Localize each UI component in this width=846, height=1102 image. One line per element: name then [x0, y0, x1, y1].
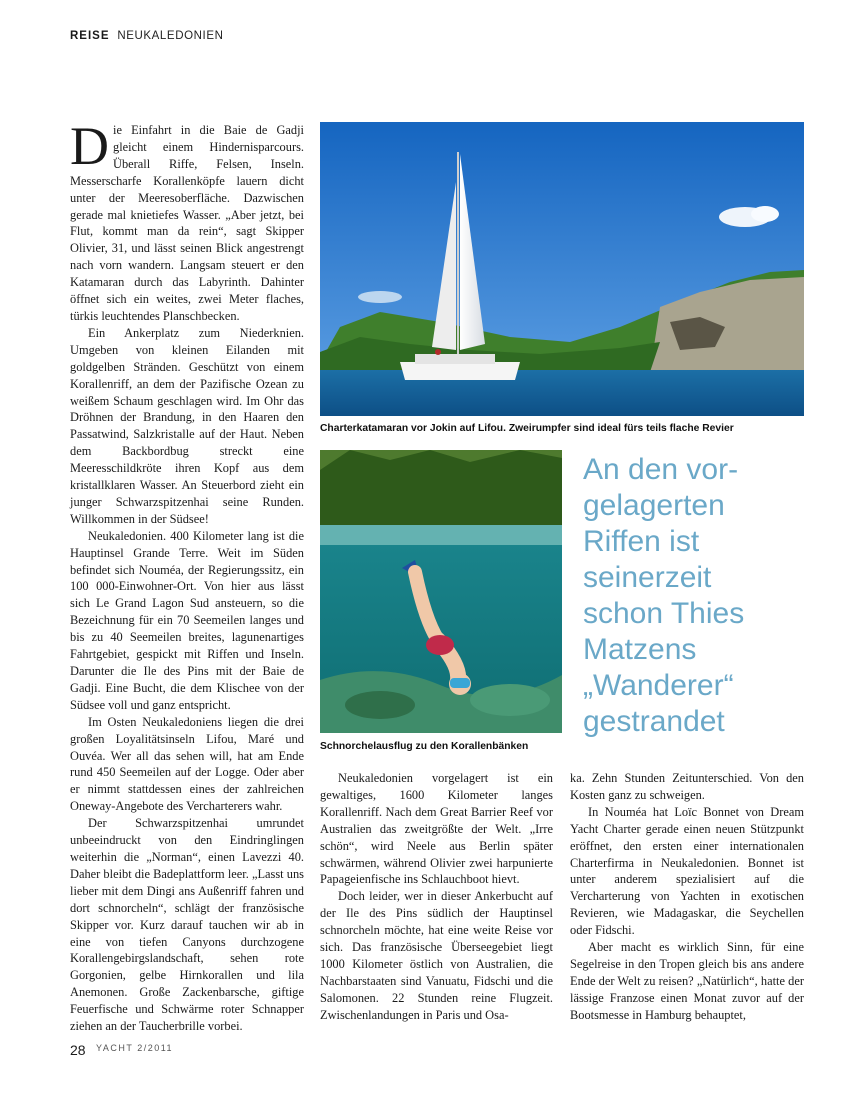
catamaran-caption: Charterkatamaran vor Jokin auf Lifou. Zweirumpfer sind ideal fürs teils flache Revier: [320, 423, 734, 434]
page-number: 28: [70, 1042, 86, 1058]
pull-quote: [583, 452, 808, 740]
snorkel-illustration: [320, 450, 562, 733]
snorkel-caption: Schnorchelausflug zu den Korallenbänken: [320, 741, 529, 752]
catamaran-photo: [320, 122, 804, 416]
paragraph: Neukaledonien vorgelagert ist ein gewaltiges, 1600 Kilometer langes Korallenriff. Nach dem Great Barrier Reef vor Australien das zweitgrößte der Welt. „Irre schön“, wird Neele aus Berlin später schwärmen, während Olivier zwei harpunierte Papageienfische ins Schlauchboot hievt.: [320, 771, 553, 887]
paragraph: Aber macht es wirklich Sinn, für eine Segelreise in den Tropen gleich bis ans andere Ende der Welt zu reisen? „Natürlich“, hatte der lässige Franzose einen Monat zuvor auf der Bootsmesse in Hamburg behauptet,: [570, 940, 804, 1022]
paragraph: Der Schwarzspitzenhai umrundet unbeeindruckt von den Eindringlingen weiterhin die „Norman“, einen Lavezzi 40. Daher bleibt die Badeplattform leer. „Lasst uns lieber mit dem Dingi ans Außenriff fahren und dort schnorcheln“, schlägt der französische Skipper vor. Kurz darauf tauchen wir ab in eine von tiefen Canyons durchzogene Korallengebirgslandschaft, sehen rote Gorgonien, gelbe Hirnkorallen und lila Anemonen. Große Zackenbarsche, giftige Feuerfische und Schwärme roter Schnapper ziehen an der Taucherbrille vorbei.: [70, 816, 304, 1034]
section-label: REISE: [70, 30, 110, 42]
article-column-3: [570, 770, 804, 1024]
paragraph: ka. Zehn Stunden Zeitunterschied. Von den Kosten ganz zu schweigen.: [570, 771, 804, 802]
subsection-label: NEUKALEDONIEN: [117, 30, 224, 42]
paragraph: Im Osten Neukaledoniens liegen die drei großen Loyalitätsinseln Lifou, Maré und Ouvéa. Wer all das sehen will, hat am Ende rund 450 Seemeilen auf der Logge. Oder aber er nimmt stattdessen eines der zahlreichen Oneway-Angebote des Vercharterers wahr.: [70, 714, 304, 814]
pull-quote-line: An den vor-: [583, 453, 739, 486]
article-column-2: [320, 770, 553, 1024]
magazine-issue: YACHT 2/2011: [96, 1043, 174, 1053]
pull-quote-line: gelagerten: [583, 489, 725, 522]
paragraph: Die Einfahrt in die Baie de Gadji gleicht einem Hindernisparcours. Überall Riffe, Felsen, Inseln. Messerscharfe Korallenköpfe lauern dicht unter der Meeresoberfläche. Dazwischen gerade mal knietiefes Wasser. „Aber jetzt, bei Flut, kommt man da rein“, sagt Skipper Olivier, 31, und lässt seinen Blick angestrengt nach vorn wandern. Langsam steuert er den Katamaran durch das Labyrinth. Dahinter öffnet sich ein weites, zwei Meter flaches, türkis leuchtendes Planschbecken.: [70, 116, 304, 323]
pull-quote-line: seinerzeit: [583, 561, 712, 594]
pull-quote-line: „Wanderer“: [583, 669, 734, 702]
paragraph: Doch leider, wer in dieser Ankerbucht auf der Ile des Pins südlich der Hauptinsel schnorcheln möchte, hat eine weite Reise vor sich. Das französische Überseegebiet liegt 1000 Kilometer östlich von Australien, die Nachbarstaaten sind Vanuatu, Fidschi und die Salomonen. 22 Stunden reine Flugzeit. Zwischenlandungen in Paris und Osa-: [320, 889, 553, 1022]
drop-cap: D: [70, 116, 109, 176]
running-header: [70, 30, 224, 42]
paragraph: In Nouméa hat Loïc Bonnet von Dream Yacht Charter gerade einen neuen Stützpunkt eröffnet, den ersten einer internationalen Charterfirma in Neukaledonien. Bonnet ist unter anderem spezialisiert auf die Vercharterung von Yachten in exotischen Revieren, wie Madagaskar, die Seychellen oder Fidschi.: [570, 804, 804, 938]
article-column-1: [70, 116, 304, 1035]
snorkel-photo: [320, 450, 562, 733]
page-footer: [70, 1042, 173, 1060]
catamaran-illustration: [320, 122, 804, 416]
paragraph: Ein Ankerplatz zum Niederknien. Umgeben von kleinen Eilanden mit goldgelben Stränden. Geschützt von einem Korallenriff, an dem der Pazifische Ozean zu weißem Schaum geschlagen wird. Im Ohr das Dröhnen der Brandung, in den Haaren den Passatwind, Salzkristalle auf der Haut. Neben dem Backbordbug streckt eine Meeresschildkröte ihren Kopf aus dem kristallklaren Wasser. An Steuerbord zieht ein junger Schwarzspitzenhai seine Runden. Willkommen in der Südsee!: [70, 325, 304, 526]
paragraph: Neukaledonien. 400 Kilometer lang ist die Hauptinsel Grande Terre. Weit im Süden befindet sich Nouméa, der Regierungssitz, ein 100 000-Einwohner-Ort. Von hier aus lässt sich Le Grand Lagon Sud ansteuern, so die Bezeichnung für ein 70 Seemeilen langes und bis zu 40 Seemeilen breites, lagunenartiges Fahrtgebiet, gespickt mit Riffen und Inseln. Darunter die Ile des Pins mit der Baie de Gadji. Eine Bucht, die dem Klischee von der Südsee voll und ganz entspricht.: [70, 528, 304, 712]
pull-quote-line: Matzens: [583, 633, 697, 666]
pull-quote-line: Riffen ist: [583, 525, 700, 558]
pull-quote-line: gestrandet: [583, 705, 725, 738]
pull-quote-line: schon Thies: [583, 597, 745, 630]
